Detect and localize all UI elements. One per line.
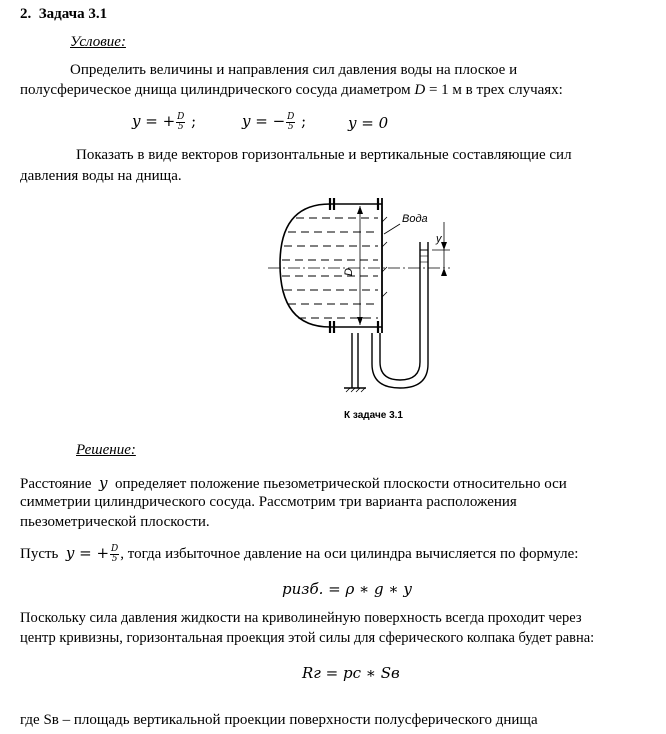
task-title: Задача 3.1 bbox=[38, 6, 108, 22]
water-label: Вода bbox=[402, 213, 428, 225]
solution-para-2: Пусть y = + $\frac{D}{5}$ , тогда избыточное давление на оси цилиндра вычисляется по формуле: bbox=[20, 544, 579, 565]
condition-label: Условие: bbox=[70, 34, 126, 50]
solution-label: Решение: bbox=[76, 442, 136, 458]
p2-fraction: $\frac{D}{5}$ bbox=[111, 544, 119, 565]
case-1: y = + $\frac{D}{5}$ ; bbox=[132, 111, 197, 132]
solution-para-3-line-2: центр кривизны, горизонтальная проекция этой силы для сферического колпака будет равна: bbox=[20, 630, 595, 646]
solution-para-3-line-1: Поскольку сила давления жидкости на криволинейную поверхность всегда проходит через bbox=[20, 610, 582, 626]
formula-force: Rг = pc ∗ Sв bbox=[302, 664, 400, 682]
condition-line-1: Определить величины и направления сил давления воды на плоское и bbox=[70, 62, 518, 78]
vessel-figure bbox=[260, 192, 460, 428]
formula-pressure: pизб. = ρ ∗ g ∗ y bbox=[282, 580, 412, 598]
y-var: y bbox=[99, 474, 108, 492]
task-heading bbox=[20, 6, 107, 23]
diameter-label: D bbox=[343, 268, 355, 276]
condition-line-2: полусферическое днища цилиндрического сосуда диаметром D = 1 м в трех случаях: bbox=[20, 82, 563, 98]
solution-para-1-line-3: пьезометрической плоскости. bbox=[20, 514, 210, 530]
solution-para-1-line-2: симметрии цилиндрического сосуда. Рассмотрим три варианта расположения bbox=[20, 494, 517, 510]
condition-line-4: давления воды на днища. bbox=[20, 168, 182, 184]
solution-para-1-line-1: Расстояние y определяет положение пьезометрической плоскости относительно оси bbox=[20, 474, 567, 492]
case-1-fraction: $\frac{D}{5}$ bbox=[177, 111, 185, 132]
condition-line-3: Показать в виде векторов горизонтальные и вертикальные составляющие сил bbox=[76, 147, 572, 163]
case-2: y = − $\frac{D}{5}$ ; bbox=[242, 111, 307, 132]
figure-caption: К задаче 3.1 bbox=[344, 410, 403, 421]
case-3: y = 0 bbox=[348, 114, 389, 132]
solution-para-4: где Sв – площадь вертикальной проекции поверхности полусферического днища bbox=[20, 712, 538, 728]
y-label: y bbox=[436, 233, 442, 245]
case-2-fraction: $\frac{D}{5}$ bbox=[287, 111, 295, 132]
task-number: 2. bbox=[20, 6, 32, 22]
diameter-var: D bbox=[414, 82, 426, 98]
